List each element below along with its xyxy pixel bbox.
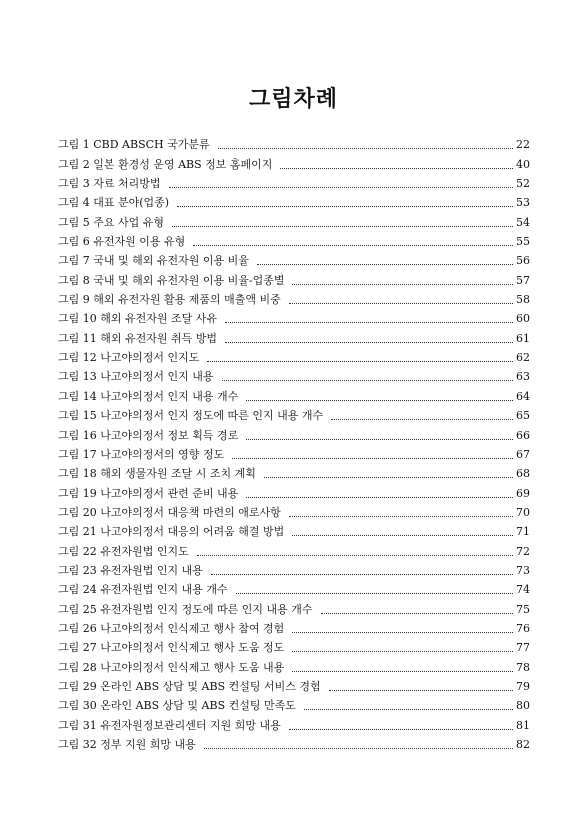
toc-entry bbox=[58, 617, 530, 636]
toc-entry-label: 그림 28 나고야의정서 인식제고 행사 도움 내용 bbox=[58, 660, 285, 674]
dot-leader bbox=[246, 438, 513, 440]
toc-entry-page-number: 68 bbox=[516, 467, 530, 481]
toc-entry-page-number: 62 bbox=[516, 351, 530, 365]
toc-entry bbox=[58, 133, 530, 152]
toc-entry bbox=[58, 501, 530, 520]
toc-entry bbox=[58, 655, 530, 674]
toc-entry-page-number: 54 bbox=[516, 215, 530, 229]
toc-entry-page-number: 81 bbox=[516, 718, 530, 732]
toc-entry bbox=[58, 346, 530, 365]
toc-entry-page-number: 52 bbox=[516, 177, 530, 191]
toc-entry bbox=[58, 152, 530, 171]
toc-entry-label: 그림 24 유전자원법 인지 내용 개수 bbox=[58, 583, 228, 597]
dot-leader bbox=[304, 708, 513, 710]
toc-entry bbox=[58, 520, 530, 539]
dot-leader bbox=[225, 321, 513, 323]
toc-entry-label: 그림 31 유전자원정보관리센터 지원 희망 내용 bbox=[58, 718, 281, 732]
dot-leader bbox=[232, 457, 513, 459]
toc-entry-label: 그림 16 나고야의정서 정보 획득 경로 bbox=[58, 428, 239, 442]
toc-entry-label: 그림 11 해외 유전자원 취득 방법 bbox=[58, 331, 217, 345]
toc-entry-label: 그림 12 나고야의정서 인지도 bbox=[58, 351, 200, 365]
toc-entry-label: 그림 25 유전자원법 인지 정도에 따른 인지 내용 개수 bbox=[58, 602, 313, 616]
toc-entry-page-number: 70 bbox=[516, 505, 530, 519]
toc-entry-label: 그림 9 해외 유전자원 활용 제품의 매출액 비중 bbox=[58, 293, 281, 307]
toc-entry bbox=[58, 481, 530, 500]
dot-leader bbox=[211, 573, 513, 575]
toc-entry-label: 그림 6 유전자원 이용 유형 bbox=[58, 235, 186, 249]
toc-entry-label: 그림 23 유전자원법 인지 내용 bbox=[58, 563, 203, 577]
toc-entry bbox=[58, 249, 530, 268]
toc-entry-page-number: 60 bbox=[516, 312, 530, 326]
toc-entry-page-number: 22 bbox=[516, 138, 530, 152]
toc-entry-label: 그림 27 나고야의정서 인식제고 행사 도움 정도 bbox=[58, 641, 285, 655]
dot-leader bbox=[289, 515, 513, 517]
toc-entry-page-number: 58 bbox=[516, 293, 530, 307]
toc-entry-label: 그림 14 나고야의정서 인지 내용 개수 bbox=[58, 389, 239, 403]
page-title: 그림차례 bbox=[248, 86, 338, 112]
toc-entry-label: 그림 22 유전자원법 인지도 bbox=[58, 544, 189, 558]
toc-entry bbox=[58, 365, 530, 384]
toc-entry-page-number: 73 bbox=[516, 563, 530, 577]
toc-entry-page-number: 65 bbox=[516, 409, 530, 423]
dot-leader bbox=[246, 399, 513, 401]
toc-entry-page-number: 66 bbox=[516, 428, 530, 442]
dot-leader bbox=[197, 554, 513, 556]
toc-entry-label: 그림 17 나고야의정서의 영향 정도 bbox=[58, 447, 225, 461]
toc-entry bbox=[58, 694, 530, 713]
dot-leader bbox=[204, 747, 513, 749]
toc-entry-label: 그림 8 국내 및 해외 유전자원 이용 비율-업종별 bbox=[58, 273, 285, 287]
toc-entry-label: 그림 1 CBD ABSCH 국가분류 bbox=[58, 138, 210, 152]
toc-entry-page-number: 76 bbox=[516, 621, 530, 635]
toc-entry bbox=[58, 404, 530, 423]
dot-leader bbox=[292, 650, 513, 652]
dot-leader bbox=[321, 612, 514, 614]
toc-entry-page-number: 56 bbox=[516, 254, 530, 268]
figure-list bbox=[58, 133, 530, 752]
toc-entry-label: 그림 32 정부 지원 희망 내용 bbox=[58, 738, 196, 751]
toc-entry bbox=[58, 559, 530, 578]
toc-entry-label: 그림 20 나고야의정서 대응책 마련의 애로사항 bbox=[58, 505, 281, 519]
dot-leader bbox=[169, 186, 514, 188]
toc-entry bbox=[58, 268, 530, 287]
toc-entry-label: 그림 29 온라인 ABS 상담 및 ABS 컨설팅 서비스 경험 bbox=[58, 679, 321, 693]
toc-entry bbox=[58, 423, 530, 442]
toc-entry-page-number: 80 bbox=[516, 699, 530, 713]
toc-entry-page-number: 40 bbox=[516, 157, 530, 171]
toc-entry-label: 그림 18 해외 생물자원 조달 시 조치 계획 bbox=[58, 467, 256, 481]
toc-entry bbox=[58, 230, 530, 249]
toc-entry-page-number: 75 bbox=[516, 602, 530, 616]
toc-entry bbox=[58, 210, 530, 229]
dot-leader bbox=[172, 225, 513, 227]
toc-entry-page-number: 67 bbox=[516, 447, 530, 461]
toc-entry-page-number: 71 bbox=[516, 525, 530, 539]
dot-leader bbox=[225, 341, 513, 343]
dot-leader bbox=[292, 670, 513, 672]
toc-entry-page-number: 63 bbox=[516, 370, 530, 384]
dot-leader bbox=[289, 728, 513, 730]
dot-leader bbox=[193, 244, 513, 246]
toc-entry bbox=[58, 539, 530, 558]
toc-entry-page-number: 61 bbox=[516, 331, 530, 345]
toc-entry-page-number: 77 bbox=[516, 641, 530, 655]
toc-entry-label: 그림 19 나고야의정서 관련 준비 내용 bbox=[58, 486, 239, 500]
toc-entry bbox=[58, 326, 530, 345]
toc-entry bbox=[58, 636, 530, 655]
dot-leader bbox=[222, 379, 514, 381]
toc-entry bbox=[58, 597, 530, 616]
toc-entry-label: 그림 2 일본 환경성 운영 ABS 정보 홈페이지 bbox=[58, 157, 273, 171]
toc-entry-label: 그림 21 나고야의정서 대응의 어려움 해결 방법 bbox=[58, 525, 285, 539]
dot-leader bbox=[289, 302, 513, 304]
toc-entry-page-number: 72 bbox=[516, 544, 530, 558]
toc-entry bbox=[58, 288, 530, 307]
toc-entry-label: 그림 4 대표 분야(업종) bbox=[58, 196, 170, 210]
toc-entry-label: 그림 15 나고야의정서 인지 정도에 따른 인지 내용 개수 bbox=[58, 409, 324, 423]
dot-leader bbox=[207, 360, 513, 362]
toc-entry bbox=[58, 733, 530, 752]
toc-entry bbox=[58, 462, 530, 481]
dot-leader bbox=[292, 534, 513, 536]
dot-leader bbox=[329, 689, 513, 691]
toc-entry-label: 그림 5 주요 사업 유형 bbox=[58, 215, 164, 229]
dot-leader bbox=[236, 592, 513, 594]
dot-leader bbox=[218, 147, 513, 149]
toc-entry bbox=[58, 578, 530, 597]
toc-entry bbox=[58, 443, 530, 462]
toc-entry-label: 그림 26 나고야의정서 인식제고 행사 참여 경험 bbox=[58, 621, 285, 635]
toc-entry-label: 그림 13 나고야의정서 인지 내용 bbox=[58, 370, 214, 384]
toc-entry-page-number: 74 bbox=[516, 583, 530, 597]
dot-leader bbox=[257, 263, 513, 265]
dot-leader bbox=[292, 631, 513, 633]
toc-entry-page-number: 79 bbox=[516, 679, 530, 693]
toc-entry bbox=[58, 675, 530, 694]
toc-entry bbox=[58, 384, 530, 403]
dot-leader bbox=[264, 476, 513, 478]
toc-entry-page-number: 55 bbox=[516, 235, 530, 249]
toc-entry bbox=[58, 307, 530, 326]
toc-entry bbox=[58, 172, 530, 191]
toc-entry-page-number: 64 bbox=[516, 389, 530, 403]
toc-entry-page-number: 57 bbox=[516, 273, 530, 287]
dot-leader bbox=[177, 205, 513, 207]
toc-entry-page-number: 82 bbox=[516, 738, 530, 751]
toc-entry-page-number: 53 bbox=[516, 196, 530, 210]
toc-entry-label: 그림 10 해외 유전자원 조달 사유 bbox=[58, 312, 217, 326]
toc-entry bbox=[58, 713, 530, 732]
toc-entry-page-number: 78 bbox=[516, 660, 530, 674]
toc-entry-label: 그림 3 자료 처리방법 bbox=[58, 177, 161, 191]
dot-leader bbox=[280, 167, 513, 169]
toc-entry-label: 그림 30 온라인 ABS 상담 및 ABS 컨설팅 만족도 bbox=[58, 699, 296, 713]
dot-leader bbox=[292, 283, 513, 285]
toc-entry bbox=[58, 191, 530, 210]
dot-leader bbox=[331, 418, 513, 420]
toc-entry-label: 그림 7 국내 및 해외 유전자원 이용 비율 bbox=[58, 254, 249, 268]
toc-entry-page-number: 69 bbox=[516, 486, 530, 500]
dot-leader bbox=[246, 496, 513, 498]
